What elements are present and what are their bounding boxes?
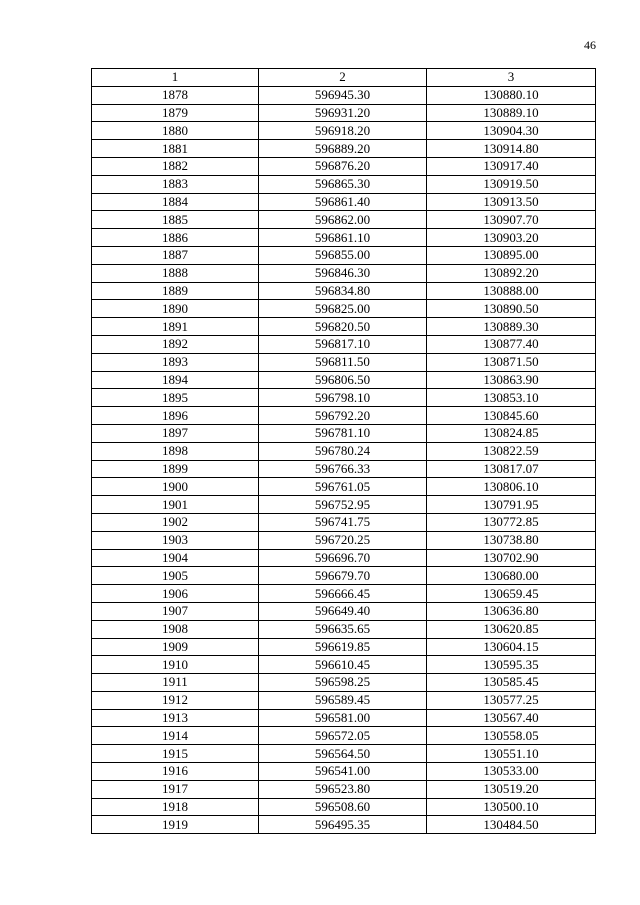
table-row bbox=[92, 691, 596, 709]
y-coordinate-cell: 130895.00 bbox=[427, 246, 596, 264]
point-number-cell: 1911 bbox=[92, 674, 259, 692]
point-number-cell: 1908 bbox=[92, 620, 259, 638]
x-coordinate-cell: 596495.35 bbox=[259, 816, 427, 834]
point-number-cell: 1896 bbox=[92, 407, 259, 425]
point-number-cell: 1913 bbox=[92, 709, 259, 727]
table-row bbox=[92, 442, 596, 460]
x-coordinate-cell: 596523.80 bbox=[259, 780, 427, 798]
x-coordinate-cell: 596825.00 bbox=[259, 300, 427, 318]
y-coordinate-cell: 130824.85 bbox=[427, 424, 596, 442]
point-number-cell: 1895 bbox=[92, 389, 259, 407]
table-row bbox=[92, 585, 596, 603]
x-coordinate-cell: 596806.50 bbox=[259, 371, 427, 389]
point-number-cell: 1885 bbox=[92, 211, 259, 229]
table-body bbox=[92, 86, 596, 833]
x-coordinate-cell: 596861.10 bbox=[259, 229, 427, 247]
point-number-cell: 1910 bbox=[92, 656, 259, 674]
x-coordinate-cell: 596846.30 bbox=[259, 264, 427, 282]
point-number-cell: 1900 bbox=[92, 478, 259, 496]
x-coordinate-cell: 596679.70 bbox=[259, 567, 427, 585]
x-coordinate-cell: 596862.00 bbox=[259, 211, 427, 229]
point-number-cell: 1904 bbox=[92, 549, 259, 567]
table-row bbox=[92, 478, 596, 496]
x-coordinate-cell: 596564.50 bbox=[259, 745, 427, 763]
x-coordinate-cell: 596572.05 bbox=[259, 727, 427, 745]
table-row bbox=[92, 389, 596, 407]
y-coordinate-cell: 130913.50 bbox=[427, 193, 596, 211]
point-number-cell: 1899 bbox=[92, 460, 259, 478]
x-coordinate-cell: 596918.20 bbox=[259, 122, 427, 140]
point-number-cell: 1890 bbox=[92, 300, 259, 318]
point-number-cell: 1887 bbox=[92, 246, 259, 264]
point-number-cell: 1903 bbox=[92, 531, 259, 549]
point-number-cell: 1897 bbox=[92, 424, 259, 442]
y-coordinate-cell: 130817.07 bbox=[427, 460, 596, 478]
x-coordinate-cell: 596741.75 bbox=[259, 513, 427, 531]
table-row bbox=[92, 211, 596, 229]
table-row bbox=[92, 620, 596, 638]
y-coordinate-cell: 130806.10 bbox=[427, 478, 596, 496]
point-number-cell: 1912 bbox=[92, 691, 259, 709]
x-coordinate-cell: 596945.30 bbox=[259, 86, 427, 104]
y-coordinate-cell: 130791.95 bbox=[427, 496, 596, 514]
x-coordinate-cell: 596508.60 bbox=[259, 798, 427, 816]
y-coordinate-cell: 130500.10 bbox=[427, 798, 596, 816]
y-coordinate-cell: 130567.40 bbox=[427, 709, 596, 727]
y-coordinate-cell: 130822.59 bbox=[427, 442, 596, 460]
x-coordinate-cell: 596635.65 bbox=[259, 620, 427, 638]
point-number-cell: 1905 bbox=[92, 567, 259, 585]
point-number-cell: 1916 bbox=[92, 763, 259, 781]
table-row bbox=[92, 335, 596, 353]
table-row bbox=[92, 300, 596, 318]
x-coordinate-cell: 596720.25 bbox=[259, 531, 427, 549]
point-number-cell: 1918 bbox=[92, 798, 259, 816]
table-row bbox=[92, 816, 596, 834]
point-number-cell: 1919 bbox=[92, 816, 259, 834]
page-number: 46 bbox=[584, 38, 596, 52]
y-coordinate-cell: 130551.10 bbox=[427, 745, 596, 763]
table-row bbox=[92, 104, 596, 122]
column-header-2: 2 bbox=[259, 69, 427, 87]
y-coordinate-cell: 130595.35 bbox=[427, 656, 596, 674]
table-row bbox=[92, 407, 596, 425]
y-coordinate-cell: 130871.50 bbox=[427, 353, 596, 371]
y-coordinate-cell: 130904.30 bbox=[427, 122, 596, 140]
y-coordinate-cell: 130533.00 bbox=[427, 763, 596, 781]
y-coordinate-cell: 130620.85 bbox=[427, 620, 596, 638]
x-coordinate-cell: 596834.80 bbox=[259, 282, 427, 300]
table-row bbox=[92, 602, 596, 620]
column-header-1: 1 bbox=[92, 69, 259, 87]
table-header-row bbox=[92, 69, 596, 87]
y-coordinate-cell: 130558.05 bbox=[427, 727, 596, 745]
y-coordinate-cell: 130772.85 bbox=[427, 513, 596, 531]
x-coordinate-cell: 596610.45 bbox=[259, 656, 427, 674]
table-row bbox=[92, 371, 596, 389]
point-number-cell: 1902 bbox=[92, 513, 259, 531]
table-row bbox=[92, 193, 596, 211]
x-coordinate-cell: 596649.40 bbox=[259, 602, 427, 620]
x-coordinate-cell: 596792.20 bbox=[259, 407, 427, 425]
y-coordinate-cell: 130577.25 bbox=[427, 691, 596, 709]
table-row bbox=[92, 496, 596, 514]
table-row bbox=[92, 424, 596, 442]
y-coordinate-cell: 130880.10 bbox=[427, 86, 596, 104]
coordinates-table bbox=[91, 68, 596, 834]
y-coordinate-cell: 130863.90 bbox=[427, 371, 596, 389]
table-row bbox=[92, 709, 596, 727]
y-coordinate-cell: 130738.80 bbox=[427, 531, 596, 549]
x-coordinate-cell: 596780.24 bbox=[259, 442, 427, 460]
table-row bbox=[92, 175, 596, 193]
table-row bbox=[92, 264, 596, 282]
table-row bbox=[92, 567, 596, 585]
x-coordinate-cell: 596752.95 bbox=[259, 496, 427, 514]
point-number-cell: 1889 bbox=[92, 282, 259, 300]
point-number-cell: 1901 bbox=[92, 496, 259, 514]
y-coordinate-cell: 130636.80 bbox=[427, 602, 596, 620]
point-number-cell: 1883 bbox=[92, 175, 259, 193]
x-coordinate-cell: 596581.00 bbox=[259, 709, 427, 727]
y-coordinate-cell: 130888.00 bbox=[427, 282, 596, 300]
point-number-cell: 1892 bbox=[92, 335, 259, 353]
y-coordinate-cell: 130890.50 bbox=[427, 300, 596, 318]
y-coordinate-cell: 130917.40 bbox=[427, 157, 596, 175]
x-coordinate-cell: 596820.50 bbox=[259, 318, 427, 336]
table-row bbox=[92, 674, 596, 692]
table-row bbox=[92, 122, 596, 140]
table-row bbox=[92, 638, 596, 656]
table-row bbox=[92, 745, 596, 763]
x-coordinate-cell: 596781.10 bbox=[259, 424, 427, 442]
table-row bbox=[92, 460, 596, 478]
x-coordinate-cell: 596889.20 bbox=[259, 140, 427, 158]
point-number-cell: 1915 bbox=[92, 745, 259, 763]
y-coordinate-cell: 130702.90 bbox=[427, 549, 596, 567]
point-number-cell: 1894 bbox=[92, 371, 259, 389]
y-coordinate-cell: 130585.45 bbox=[427, 674, 596, 692]
y-coordinate-cell: 130889.10 bbox=[427, 104, 596, 122]
table-row bbox=[92, 140, 596, 158]
point-number-cell: 1884 bbox=[92, 193, 259, 211]
y-coordinate-cell: 130907.70 bbox=[427, 211, 596, 229]
point-number-cell: 1893 bbox=[92, 353, 259, 371]
y-coordinate-cell: 130484.50 bbox=[427, 816, 596, 834]
table-row bbox=[92, 727, 596, 745]
point-number-cell: 1886 bbox=[92, 229, 259, 247]
point-number-cell: 1906 bbox=[92, 585, 259, 603]
y-coordinate-cell: 130903.20 bbox=[427, 229, 596, 247]
x-coordinate-cell: 596541.00 bbox=[259, 763, 427, 781]
table-row bbox=[92, 353, 596, 371]
point-number-cell: 1917 bbox=[92, 780, 259, 798]
table-row bbox=[92, 513, 596, 531]
y-coordinate-cell: 130604.15 bbox=[427, 638, 596, 656]
table-row bbox=[92, 531, 596, 549]
x-coordinate-cell: 596931.20 bbox=[259, 104, 427, 122]
point-number-cell: 1907 bbox=[92, 602, 259, 620]
y-coordinate-cell: 130889.30 bbox=[427, 318, 596, 336]
point-number-cell: 1879 bbox=[92, 104, 259, 122]
y-coordinate-cell: 130892.20 bbox=[427, 264, 596, 282]
table-row bbox=[92, 763, 596, 781]
x-coordinate-cell: 596865.30 bbox=[259, 175, 427, 193]
table-row bbox=[92, 656, 596, 674]
table-row bbox=[92, 780, 596, 798]
x-coordinate-cell: 596817.10 bbox=[259, 335, 427, 353]
x-coordinate-cell: 596598.25 bbox=[259, 674, 427, 692]
point-number-cell: 1882 bbox=[92, 157, 259, 175]
table-row bbox=[92, 157, 596, 175]
x-coordinate-cell: 596761.05 bbox=[259, 478, 427, 496]
x-coordinate-cell: 596861.40 bbox=[259, 193, 427, 211]
table-row bbox=[92, 318, 596, 336]
x-coordinate-cell: 596811.50 bbox=[259, 353, 427, 371]
point-number-cell: 1891 bbox=[92, 318, 259, 336]
table-row bbox=[92, 282, 596, 300]
x-coordinate-cell: 596666.45 bbox=[259, 585, 427, 603]
point-number-cell: 1914 bbox=[92, 727, 259, 745]
table-row bbox=[92, 229, 596, 247]
x-coordinate-cell: 596619.85 bbox=[259, 638, 427, 656]
x-coordinate-cell: 596855.00 bbox=[259, 246, 427, 264]
point-number-cell: 1878 bbox=[92, 86, 259, 104]
y-coordinate-cell: 130680.00 bbox=[427, 567, 596, 585]
x-coordinate-cell: 596766.33 bbox=[259, 460, 427, 478]
table-row bbox=[92, 549, 596, 567]
y-coordinate-cell: 130914.80 bbox=[427, 140, 596, 158]
x-coordinate-cell: 596589.45 bbox=[259, 691, 427, 709]
x-coordinate-cell: 596876.20 bbox=[259, 157, 427, 175]
y-coordinate-cell: 130877.40 bbox=[427, 335, 596, 353]
y-coordinate-cell: 130845.60 bbox=[427, 407, 596, 425]
column-header-3: 3 bbox=[427, 69, 596, 87]
point-number-cell: 1881 bbox=[92, 140, 259, 158]
point-number-cell: 1888 bbox=[92, 264, 259, 282]
y-coordinate-cell: 130853.10 bbox=[427, 389, 596, 407]
point-number-cell: 1909 bbox=[92, 638, 259, 656]
table-row bbox=[92, 798, 596, 816]
y-coordinate-cell: 130519.20 bbox=[427, 780, 596, 798]
y-coordinate-cell: 130919.50 bbox=[427, 175, 596, 193]
x-coordinate-cell: 596696.70 bbox=[259, 549, 427, 567]
x-coordinate-cell: 596798.10 bbox=[259, 389, 427, 407]
point-number-cell: 1880 bbox=[92, 122, 259, 140]
y-coordinate-cell: 130659.45 bbox=[427, 585, 596, 603]
table-row bbox=[92, 86, 596, 104]
table-row bbox=[92, 246, 596, 264]
point-number-cell: 1898 bbox=[92, 442, 259, 460]
